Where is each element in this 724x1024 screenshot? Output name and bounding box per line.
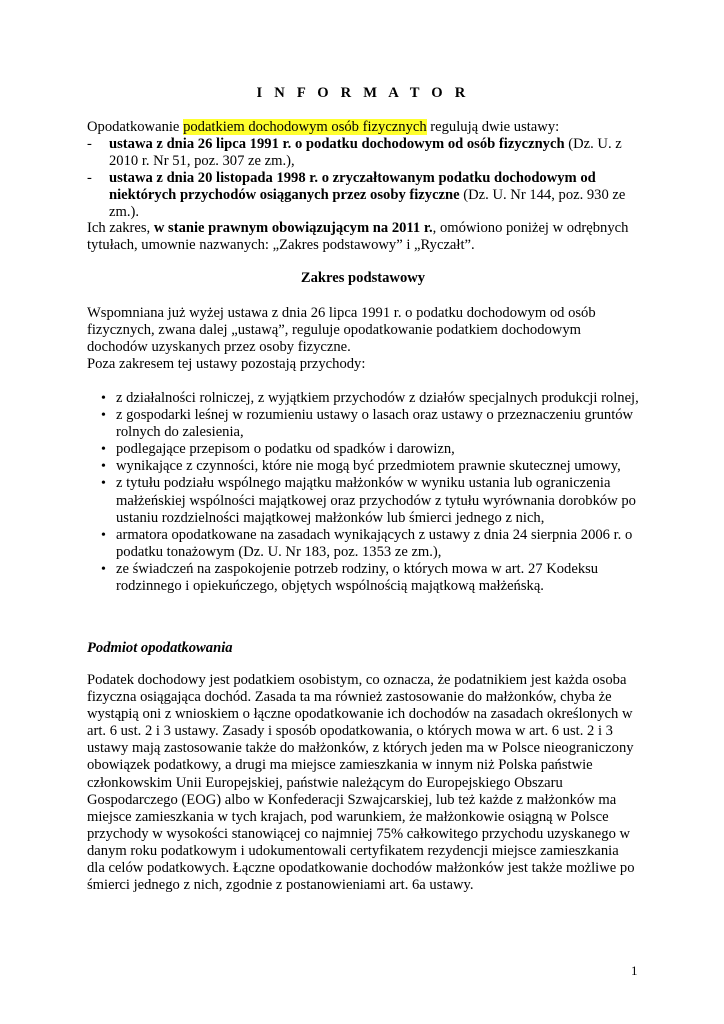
section1-para2: Poza zakresem tej ustawy pozostają przychody: bbox=[87, 356, 366, 373]
scope-paragraph bbox=[87, 220, 639, 254]
act-2-ref: (Dz. U. Nr 144, poz. 930 ze zm.). bbox=[109, 187, 626, 221]
section-heading-podmiot: Podmiot opodatkowania bbox=[87, 640, 233, 656]
act-1-ref: (Dz. U. z 2010 r. Nr 51, poz. 307 ze zm.), bbox=[109, 136, 622, 170]
section-heading-zakres: Zakres podstawowy bbox=[300, 270, 426, 286]
section1-para1: Wspomniana już wyżej ustawa z dnia 26 lipca 1991 r. o podatku dochodowym od osób fizycznych, zwana dalej „ustawą”, reguluje opodatkowanie podatkiem dochodowym dochodów uzyskanych przez osoby fizyczne. bbox=[87, 305, 596, 356]
act-2-title: ustawa z dnia 20 listopada 1998 r. o zryczałtowanym podatku dochodowym od niektórych przychodów osiąganych przez osoby fizyczne bbox=[109, 170, 596, 204]
highlighted-phrase: podatkiem dochodowym osób fizycznych bbox=[183, 119, 427, 135]
act-1-text bbox=[109, 136, 639, 170]
scope-post: , omówiono poniżej w odrębnych tytułach, umownie nazwanych: „Zakres podstawowy” i „Ryczałt”. bbox=[87, 220, 629, 254]
intro-sentence bbox=[87, 119, 639, 136]
act-2-text bbox=[109, 170, 639, 221]
intro-block bbox=[87, 119, 639, 222]
intro-suffix: regulują dwie ustawy: bbox=[426, 119, 560, 135]
scope-pre: Ich zakres, bbox=[87, 220, 154, 236]
act-2-dash: - bbox=[87, 170, 92, 187]
list-item: • z tytułu podziału wspólnego majątku małżonków w wyniku ustania lub ograniczenia małżeńskiej wspólności majątkowej oraz przychodów z tytułu wyrównania dorobków po ustaniu rozdzielności majątkowej małżonków lub śmierci jednego z nich, bbox=[87, 475, 639, 526]
page-number: 1 bbox=[631, 963, 638, 978]
exclusions-list bbox=[87, 390, 639, 595]
intro-prefix: Opodatkowanie bbox=[87, 119, 184, 135]
section2-paragraph: Podatek dochodowy jest podatkiem osobistym, co oznacza, że podatnikiem jest każda osoba fizyczna osiągająca dochód. Zasada ta ma również zastosowanie do małżonków, chyba że wystąpią oni z wnioskiem o łączne opodatkowanie ich dochodów na zasadach określonych w art. 6 ust. 2 i 3 ustawy. Zasady i sposób opodatkowania, o których mowa w art. 6 ust. 2 i 3 ustawy mają zastosowanie także do małżonków, z których jeden ma w Polsce nieograniczony obowiązek podatkowy, a drugi ma miejsce zamieszkania w innym niż Polska państwie członkowskim Unii Europejskiej, państwie należącym do Europejskiego Obszaru Gospodarczego (EOG) albo w Konfederacji Szwajcarskiej, lub też każde z małżonków ma miejsce zamieszkania w tych krajach, pod warunkiem, że małżonkowie osiągną w Polsce przychody w wysokości stanowiącej co najmniej 75% całkowitego przychodu uzyskanego w danym roku podatkowym i udokumentowali certyfikatem rezydencji miejsce zamieszkania dla celów podatkowych. Łączne opodatkowanie dochodów małżonków jest także możliwe po śmierci jednego z nich, zgodnie z postanowieniami art. 6a ustawy. bbox=[87, 672, 635, 894]
act-2 bbox=[87, 170, 639, 221]
act-1-dash: - bbox=[87, 136, 92, 153]
list-item: • podlegające przepisom o podatku od spadków i darowizn, bbox=[87, 441, 639, 458]
scope-bold: w stanie prawnym obowiązującym na 2011 r. bbox=[153, 220, 433, 236]
list-item: • wynikające z czynności, które nie mogą być przedmiotem prawnie skutecznej umowy, bbox=[87, 458, 639, 475]
section1-body bbox=[87, 305, 639, 373]
list-item: • z działalności rolniczej, z wyjątkiem przychodów z działów specjalnych produkcji rolnej, bbox=[87, 390, 639, 407]
document-title: I N F O R M A T O R bbox=[256, 85, 470, 101]
act-1-title: ustawa z dnia 26 lipca 1991 r. o podatku dochodowym od osób fizycznych bbox=[109, 136, 565, 153]
list-item: • armatora opodatkowane na zasadach wynikających z ustawy z dnia 24 sierpnia 2006 r. o podatku tonażowym (Dz. U. Nr 183, poz. 1353 ze zm.), bbox=[87, 527, 639, 561]
act-1 bbox=[87, 136, 639, 170]
list-item: • z gospodarki leśnej w rozumieniu ustawy o lasach oraz ustawy o przeznaczeniu gruntów rolnych do zalesienia, bbox=[87, 407, 639, 441]
list-item: • ze świadczeń na zaspokojenie potrzeb rodziny, o których mowa w art. 27 Kodeksu rodzinnego i opiekuńczego, objętych wspólnością majątkową małżeńską. bbox=[87, 561, 639, 595]
